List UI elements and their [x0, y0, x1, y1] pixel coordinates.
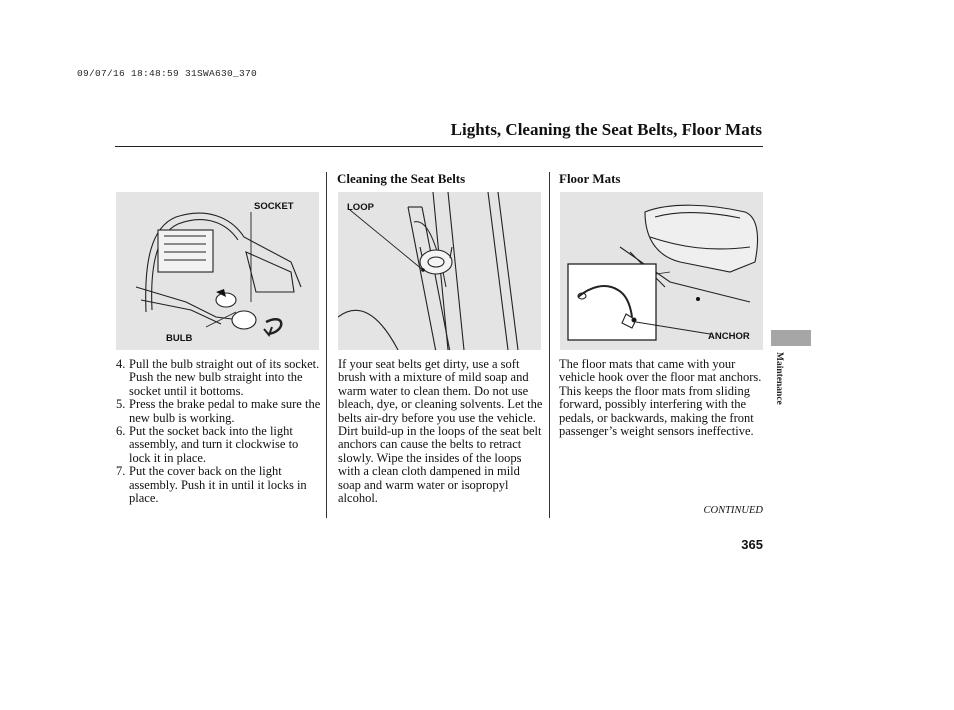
floor-mats-paragraph: The floor mats that came with your vehicle hook over the floor mat anchors. This keeps the floor mats from sliding forward, possibly interfering with the pedals, or backwards, making the front passenger’s weight sensors ineffective. [559, 357, 762, 439]
page-title: Lights, Cleaning the Seat Belts, Floor Mats [450, 120, 762, 139]
bulb-figure [116, 192, 319, 350]
anchor-label: ANCHOR [708, 331, 750, 342]
section-tab [771, 330, 811, 346]
column-divider-1 [326, 172, 327, 518]
seat-belts-paragraph: Dirt build-up in the loops of the seat belt anchors can cause the belts to retract slowly. Wipe the insides of the loops with a clean cloth dampened in mild soap and warm water or isopropyl alcohol. [338, 424, 542, 506]
seat-belt-illustration [338, 192, 541, 350]
step-item: 7. Put the cover back on the light assembly. Push it in until it locks in place. [116, 464, 307, 506]
floor-mat-illustration [560, 192, 763, 350]
floor-mats-heading: Floor Mats [559, 171, 621, 186]
continued-note: CONTINUED [703, 505, 763, 516]
print-stamp: 09/07/16 18:48:59 31SWA630_370 [77, 68, 258, 79]
page-number: 365 [741, 537, 763, 552]
bulb-label: BULB [166, 333, 193, 344]
steps-list [116, 358, 322, 505]
step-item: 6. Put the socket back into the light assembly, and turn it clockwise to lock it in place. [116, 424, 299, 465]
step-item: 4. Pull the bulb straight out of its socket. Push the new bulb straight into the socket until it bottoms. [116, 357, 320, 398]
seat-belt-figure [338, 192, 541, 350]
step-item: 5. Press the brake pedal to make sure the new bulb is working. [116, 397, 321, 425]
floor-mat-figure [560, 192, 763, 350]
title-rule [115, 146, 763, 147]
bulb-illustration [116, 192, 319, 350]
seat-belts-heading: Cleaning the Seat Belts [337, 171, 466, 186]
seat-belts-text [338, 358, 543, 505]
loop-label: LOOP [347, 202, 374, 213]
floor-mats-text [559, 358, 764, 438]
section-tab-label: Maintenance [774, 352, 784, 405]
seat-belts-paragraph: If your seat belts get dirty, use a soft brush with a mixture of mild soap and warm water to clean them. Do not use bleach, dye, or cleaning solvents. Let the belts air-dry before you use the vehicle. [338, 357, 543, 425]
bulb-steps [116, 358, 322, 505]
socket-label: SOCKET [254, 201, 294, 212]
column-divider-2 [549, 172, 550, 518]
